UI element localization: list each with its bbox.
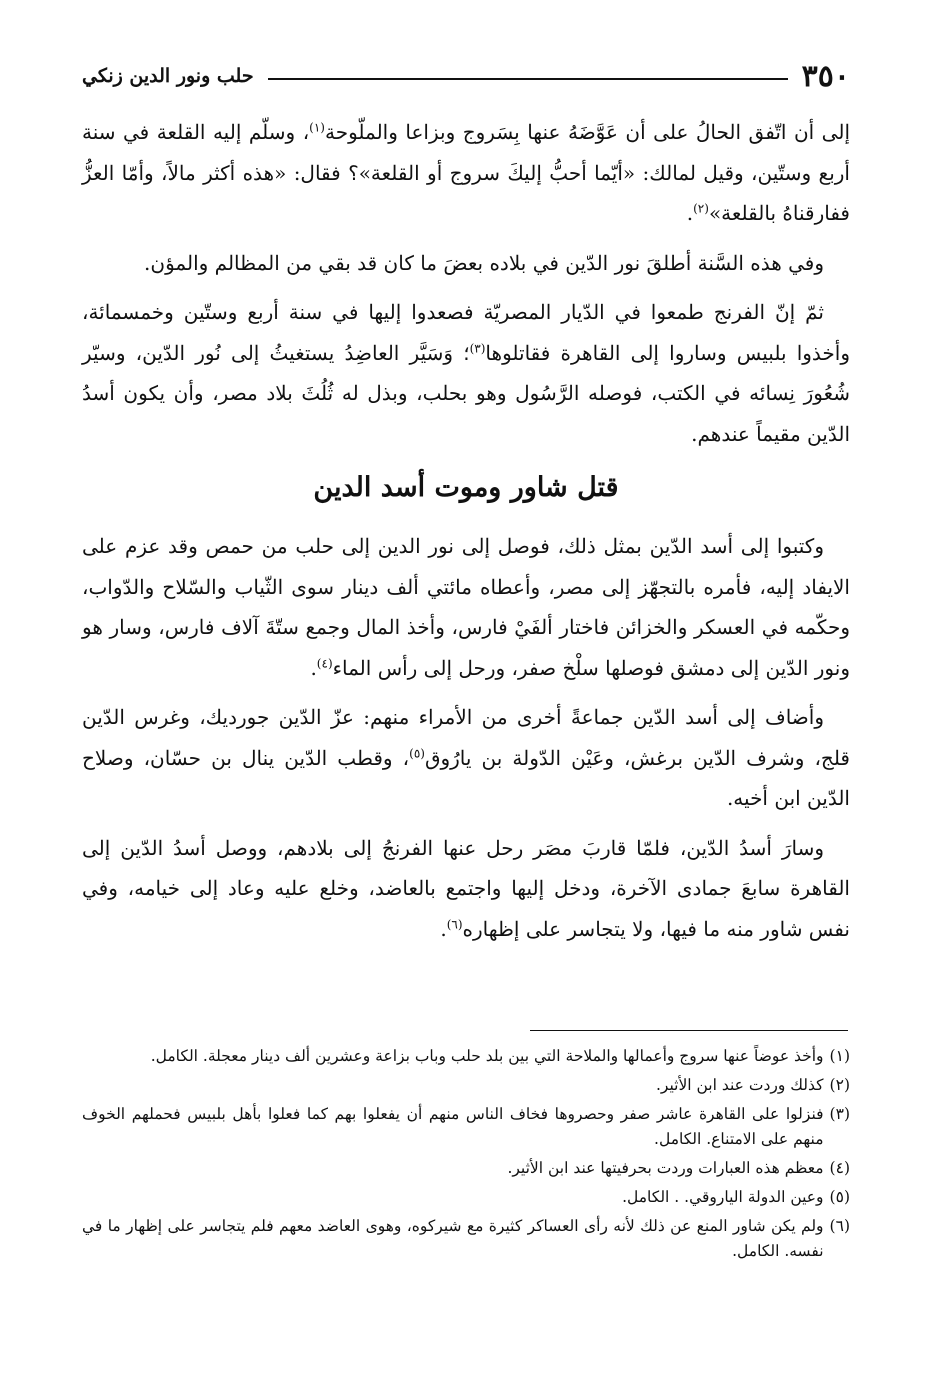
- footnote-text: كذلك وردت عند ابن الأثير.: [655, 1076, 824, 1094]
- paragraph-text: ، وقطب الدّين ينال بن حسّان، وصلاح الدّين ابن أخيه.: [82, 745, 850, 810]
- footnote-number: (٥): [829, 1188, 850, 1206]
- footnote-number: (٦): [829, 1217, 850, 1235]
- footnote-ref-2: (٢): [693, 201, 709, 216]
- paragraph-3: [82, 292, 850, 454]
- paragraph-text: وسارَ أسدُ الدّين، فلمّا قاربَ مصَر رحل عنها الفرنجُ إلى بلادهم، ووصل أسدُ الدّين إلى القاهرة سابعَ جمادى الآخرة، ودخل إليها واجتمع بالعاضد، وخلع عليه وعاد إلى خيامه، وفي نفس شاور منه ما فيها، ولا يتجاسر على إظهاره: [82, 835, 850, 941]
- running-header: [82, 56, 850, 96]
- footnote-3: [82, 1102, 850, 1152]
- footnote-4: [82, 1156, 850, 1181]
- footnote-text: فنزلوا على القاهرة عاشر صفر وحصروها فخاف الناس منهم أن يفعلوا بهم كما فعلوا بأهل بلبيس فحملهم الخوف منهم على الامتناع. الكامل.: [82, 1105, 824, 1148]
- paragraph-text: إلى أن اتّفق الحالُ على أن عَوَّضَهُ عنها بِسَروج وبزاعا والملّوحة: [324, 120, 850, 144]
- paragraph-2: وفي هذه السَّنة أطلقَ نور الدّين في بلاده بعضَ ما كان قد بقي من المظالم والمؤن.: [144, 250, 824, 275]
- header-rule: [268, 78, 788, 80]
- footnote-text: وعين الدولة الياروقي. . الكامل.: [622, 1188, 824, 1206]
- paragraph-end: .: [440, 916, 447, 941]
- paragraph-5: [82, 697, 850, 819]
- footnote-ref-6: (٦): [446, 916, 463, 931]
- footnote-6: [82, 1214, 850, 1264]
- footnotes: [82, 1044, 850, 1268]
- footnote-ref-3: (٣): [469, 340, 486, 355]
- page-number: ٣٥٠: [801, 58, 850, 94]
- footnote-text: معظم هذه العبارات وردت بحرفيتها عند ابن الأثير.: [507, 1159, 824, 1177]
- footnote-ref-1: (١): [309, 120, 325, 135]
- paragraph-end: .: [686, 201, 694, 225]
- paragraph-text: وأضاف إلى أسد الدّين جماعةً أخرى من الأمراء منهم: عزّ الدّين جورديك، وغرس الدّين قلج، وشرف الدّين برغش، وعَيْن الدّولة بن يارُوق: [82, 705, 850, 770]
- paragraph-text: ، وسلّم إليه القلعة في سنة أربع وستّين، وقيل لمالك: «أيّما أحبُّ إليكَ سروج أو القلعة»؟ فقال: «هذه أكثر مالاً، وأمّا العزُّ ففارقناهُ بالقلعة»: [82, 120, 850, 225]
- paragraph-text: ثمّ إنّ الفرنج طمعوا في الدّيار المصريّة فصعدوا إليها في سنة أربع وستّين وخمسمائة، وأخذوا بلبيس وساروا إلى القاهرة فقاتلوها: [82, 300, 850, 365]
- footnote-separator: [530, 1030, 848, 1031]
- main-text: [82, 112, 850, 958]
- running-title: حلب ونور الدين زنكي: [82, 65, 254, 87]
- footnote-number: (٢): [829, 1076, 850, 1094]
- footnote-number: (١): [829, 1047, 850, 1065]
- paragraph-text: ؛ وَسَيَّر العاضِدُ يستغيثُ إلى نُور الدّين، وسيّر شُعُورَ نِسائه في الكتب، فوصله الرَّسُول وهو بحلب، وبذل له ثُلُثَ بلاد مصر، وأن يكون أسدُ الدّين مقيماً عندهم.: [82, 340, 850, 446]
- footnote-1: [82, 1044, 850, 1069]
- paragraph-4: [82, 526, 850, 688]
- footnote-number: (٤): [829, 1159, 850, 1177]
- paragraph-1: [82, 112, 850, 234]
- paragraph-6: [82, 828, 850, 950]
- section-title: قتل شاور وموت أسد الدين: [313, 472, 619, 503]
- paragraph-text: وكتبوا إلى أسد الدّين بمثل ذلك، فوصل إلى نور الدين إلى حلب من حمص وقد عزم على الايفاد إليه، فأمره بالتجهّز إلى مصر، وأعطاه مائتي ألف دينار سوى الثّياب والسّلاح والدّواب، وحكّمه في العسكر والخزائن فاختار ألفَيْ فارس، وأخذ المال وجمع ستّةَ آلاف فارس، وسار هو ونور الدّين إلى دمشق فوصلها سلْخ صفر، ورحل إلى رأس الماء: [82, 534, 850, 680]
- footnote-number: (٣): [829, 1105, 850, 1123]
- footnote-5: [82, 1185, 850, 1210]
- footnote-2: [82, 1073, 850, 1098]
- footnote-ref-5: (٥): [409, 745, 425, 760]
- footnote-text: ولم يكن شاور المنع عن ذلك لأنه رأى العساكر كثيرة مع شيركوه، وهوى العاضد معهم فلم يتجاسر على إظهار ما في نفسه. الكامل.: [82, 1217, 824, 1260]
- footnote-ref-4: (٤): [316, 655, 333, 670]
- paragraph-end: .: [310, 655, 317, 680]
- footnote-text: وأخذ عوضاً عنها سروج وأعمالها والملاحة التي بين بلد حلب وباب بزاعة وعشرين ألف دينار معجلة. الكامل.: [150, 1047, 824, 1065]
